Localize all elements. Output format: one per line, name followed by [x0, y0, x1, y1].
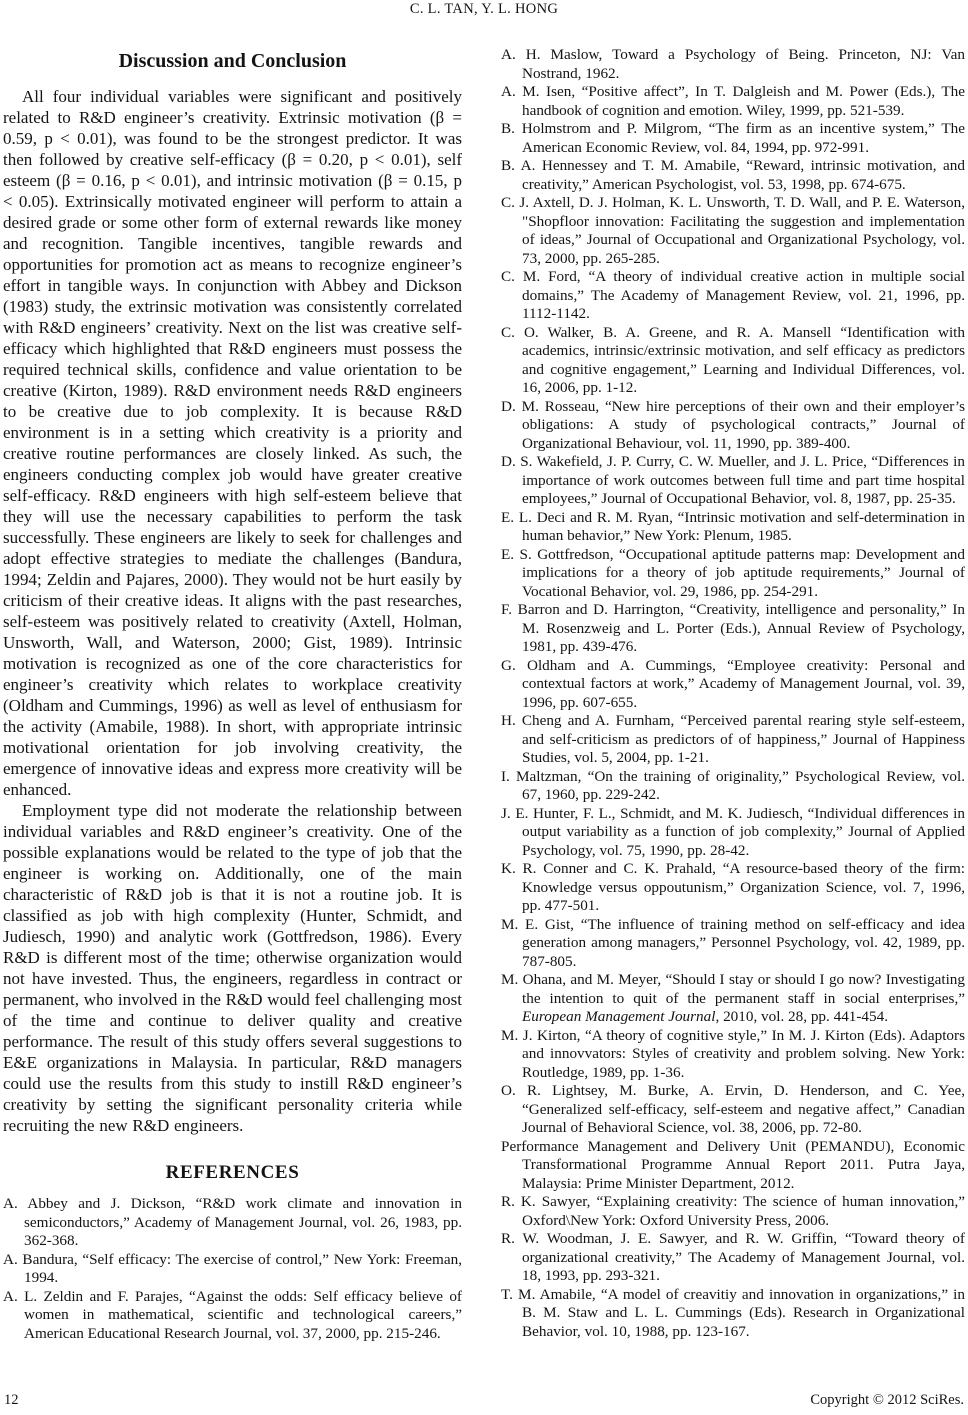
reference-item: J. E. Hunter, F. L., Schmidt, and M. K. Judiesch, “Individual differences in output variability as a function of job complexity,” Journal of Applied Psychology, vol. 75, 1990, pp. 28-42.: [501, 804, 965, 859]
running-title: C. L. TAN, Y. L. HONG: [409, 1, 559, 17]
discussion-paragraph-2: Employment type did not moderate the relationship between individual variables and R&D engineer’s creativity. One of the possible explanations would be related to the type of job that the engineer is working on. Additionally, one of the main characteristic of R&D job is that it is not a routine job. It is classified as job with high complexity (Hunter, Schmidt, and Judiesch, 1990) and analytic work (Gottfredson, 1986). Every R&D is different most of the time; otherwise organization would not have invested. Thus, the engineers, regardless in contract or permanent, who involved in the R&D would feel challenging most of the time and continue to deliver quality and creative performance. The result of this study offers several suggestions to E&E organizations in Malaysia. In particular, R&D managers could use the results from this study to instill R&D engineer’s creativity by setting the significant personality criteria while recruiting the new R&D engineers.: [3, 801, 462, 1135]
reference-item: G. Oldham and A. Cummings, “Employee creativity: Personal and contextual factors at work,” Academy of Management Journal, vol. 39, 1996, pp. 607-655.: [501, 656, 965, 711]
reference-item: K. R. Conner and C. K. Prahald, “A resource-based theory of the firm: Knowledge versus oppoutunism,” Organization Science, vol. 7, 1996, pp. 477-501.: [501, 860, 965, 914]
section-heading-discussion: Discussion and Conclusion: [118, 50, 347, 72]
left-column: [3, 46, 462, 1343]
reference-text: M. Ohana, and M. Meyer, “Should I stay or should I go now? Investigating the intention to quit of the permanent staff in social enterprises,”: [501, 971, 965, 1007]
reference-item: A. Abbey and J. Dickson, “R&D work climate and innovation in semiconductors,” Academy of Management Journal, vol. 26, 1983, pp. 362-368.: [3, 1195, 462, 1249]
copyright-notice: Copyright © 2012 SciRes.: [810, 1392, 964, 1408]
reference-item: H. Cheng and A. Furnham, “Perceived parental rearing style self-esteem, and self-criticism as predictors of of happiness,” Journal of Happiness Studies, vol. 5, 2004, pp. 1-21.: [501, 712, 965, 766]
reference-item: O. R. Lightsey, M. Burke, A. Ervin, D. Henderson, and C. Yee, “Generalized self-efficacy, self-esteem and negative affect,” Canadian Journal of Behavioral Science, vol. 38, 2006, pp. 72-80.: [501, 1082, 965, 1136]
reference-item: D. S. Wakefield, J. P. Curry, C. W. Mueller, and J. L. Price, “Differences in importance of work outcomes between full time and part time hospital employees,” Journal of Occupational Behavior, vol. 8, 1987, pp. 25-35.: [501, 453, 965, 507]
reference-journal-italic: European Management Journal: [522, 1008, 716, 1025]
reference-item: C. O. Walker, B. A. Greene, and R. A. Mansell “Identification with academics, intrinsic/extrinsic motivation, and self efficacy as predictors and cognitive engagement,” Learning and Individual Differences, vol. 16, 2006, pp. 1-12.: [501, 323, 965, 396]
reference-item: A. M. Isen, “Positive affect”, In T. Dalgleish and M. Power (Eds.), The handbook of cognition and emotion. Wiley, 1999, pp. 521-539.: [501, 83, 965, 119]
reference-item: R. W. Woodman, J. E. Sawyer, and R. W. Griffin, “Toward theory of organizational creativity,” The Academy of Management Journal, vol. 18, 1993, pp. 293-321.: [501, 1230, 965, 1284]
reference-item: [501, 971, 965, 1027]
reference-item: Performance Management and Delivery Unit (PEMANDU), Economic Transformational Programme Annual Report 2011. Putra Jaya, Malaysia: Prime Minister Department, 2012.: [501, 1137, 965, 1192]
reference-item: E. L. Deci and R. M. Ryan, “Intrinsic motivation and self-determination in human behavior,” New York: Plenum, 1985.: [501, 508, 965, 544]
page-number: 12: [4, 1392, 19, 1408]
reference-item: B. A. Hennessey and T. M. Amabile, “Reward, intrinsic motivation, and creativity,” American Psychologist, vol. 53, 1998, pp. 674-675.: [501, 157, 965, 193]
section-heading-references: REFERENCES: [165, 1162, 300, 1183]
reference-item: R. K. Sawyer, “Explaining creativity: The science of human innovation,” Oxford\New York: Oxford University Press, 2006.: [501, 1193, 965, 1229]
reference-item: M. J. Kirton, “A theory of cognitive style,” In M. J. Kirton (Eds). Adaptors and innovvators: Styles of creativity and problem solving. New York: Routledge, 1989, pp. 1-36.: [501, 1026, 965, 1081]
reference-item: I. Maltzman, “On the training of originality,” Psychological Review, vol. 67, 1960, pp. 229-242.: [501, 767, 965, 803]
discussion-paragraph-1: All four individual variables were significant and positively related to R&D engineer’s creativity. Extrinsic motivation (β = 0.59, p < 0.01), was found to be the strongest predictor. It was then followed by creative self-efficacy (β = 0.20, p < 0.01), self esteem (β = 0.16, p < 0.01), and intrinsic motivation (β = 0.15, p < 0.05). Extrinsically motivated engineer will perform to attain a desired grade or some other form of external rewards like money and recognition. Tangible incentives, tangible rewards and opportunities for promotion act as means to recognize engineer’s effort in tangible ways. In conjunction with Abbey and Dickson (1983) study, the extrinsic motivation was consistently correlated with R&D engineers’ creativity. Next on the list was creative self-efficacy which highlighted that R&D engineers must possess the required technical skills, confidence and value orientation to be creative (Kirton, 1989). R&D environment needs R&D engineers to be creative due to job complexity. It is because R&D environment is in a setting which creativity is a priority and creative routine performances are closely linked. As such, the engineers conducting complex job would have greater creative self-efficacy. R&D engineers with high self-esteem believe that they will use the necessary capabilities to perform the task successfully. These engineers are likely to seek for challenges and adopt effective strategies to mediate the challenges (Bandura, 1994; Zeldin and Pajares, 2000). They would not be hurt easily by criticism of their creative ideas. It aligns with the past researches, self-esteem was positively related to creativity (Axtell, Holman, Unsworth, Wall, and Waterson, 2000; Gist, 1989). Intrinsic motivation is recognized as one of the core characteristics for engineer’s creativity which relates to workplace creativity (Oldham and Cummings, 1996) as well as level of enthusiasm for the activity (Amabile, 1988). In short, with appropriate intrinsic motivational orientation for job involving creativity, the emergence of innovative ideas and express more creativity will be enhanced.: [3, 87, 462, 799]
reference-item: A. L. Zeldin and F. Parajes, “Against the odds: Self efficacy believe of women in mathematical, scientific and technological careers,” American Educational Research Journal, vol. 37, 2000, pp. 215-246.: [3, 1287, 462, 1342]
page-footer: [4, 1392, 964, 1409]
reference-item: A. Bandura, “Self efficacy: The exercise of control,” New York: Freeman, 1994.: [3, 1250, 462, 1286]
reference-item: T. M. Amabile, “A model of creavitiy and innovation in organizations,” in B. M. Staw and L. L. Cummings (Eds). Research in Organizational Behavior, vol. 10, 1988, pp. 123-167.: [501, 1285, 965, 1340]
reference-text: , 2010, vol. 28, pp. 441-454.: [715, 1008, 889, 1025]
reference-item: D. M. Rosseau, “New hire perceptions of their own and their employer’s obligations: A study of psychological contracts,” Journal of Organizational Behaviour, vol. 11, 1990, pp. 389-400.: [501, 397, 965, 452]
reference-item: F. Barron and D. Harrington, “Creativity, intelligence and personality,” In M. Rosenzweig and L. Porter (Eds.), Annual Review of Psychology, 1981, pp. 439-476.: [501, 601, 965, 655]
right-column: [501, 46, 965, 1341]
reference-item: B. Holmstrom and P. Milgrom, “The firm as an incentive system,” The American Economic Review, vol. 84, 1994, pp. 972-991.: [501, 120, 965, 156]
reference-item: C. M. Ford, “A theory of individual creative action in multiple social domains,” The Academy of Management Review, vol. 21, 1996, pp. 1112-1142.: [501, 268, 965, 322]
reference-item: M. E. Gist, “The influence of training method on self-efficacy and idea generation among managers,” Personnel Psychology, vol. 42, 1989, pp. 787-805.: [501, 915, 965, 970]
reference-item: A. H. Maslow, Toward a Psychology of Being. Princeton, NJ: Van Nostrand, 1962.: [501, 46, 965, 82]
reference-item: E. S. Gottfredson, “Occupational aptitude patterns map: Development and implications for a theory of job aptitude requirements,” Journal of Vocational Behavior, vol. 29, 1986, pp. 254-291.: [501, 545, 965, 600]
reference-item: C. J. Axtell, D. J. Holman, K. L. Unsworth, T. D. Wall, and P. E. Waterson, "Shopfloor innovation: Facilitating the suggestion and implementation of ideas,” Journal of Occupational and Organizational Psychology, vol. 73, 2000, pp. 265-285.: [501, 194, 965, 267]
